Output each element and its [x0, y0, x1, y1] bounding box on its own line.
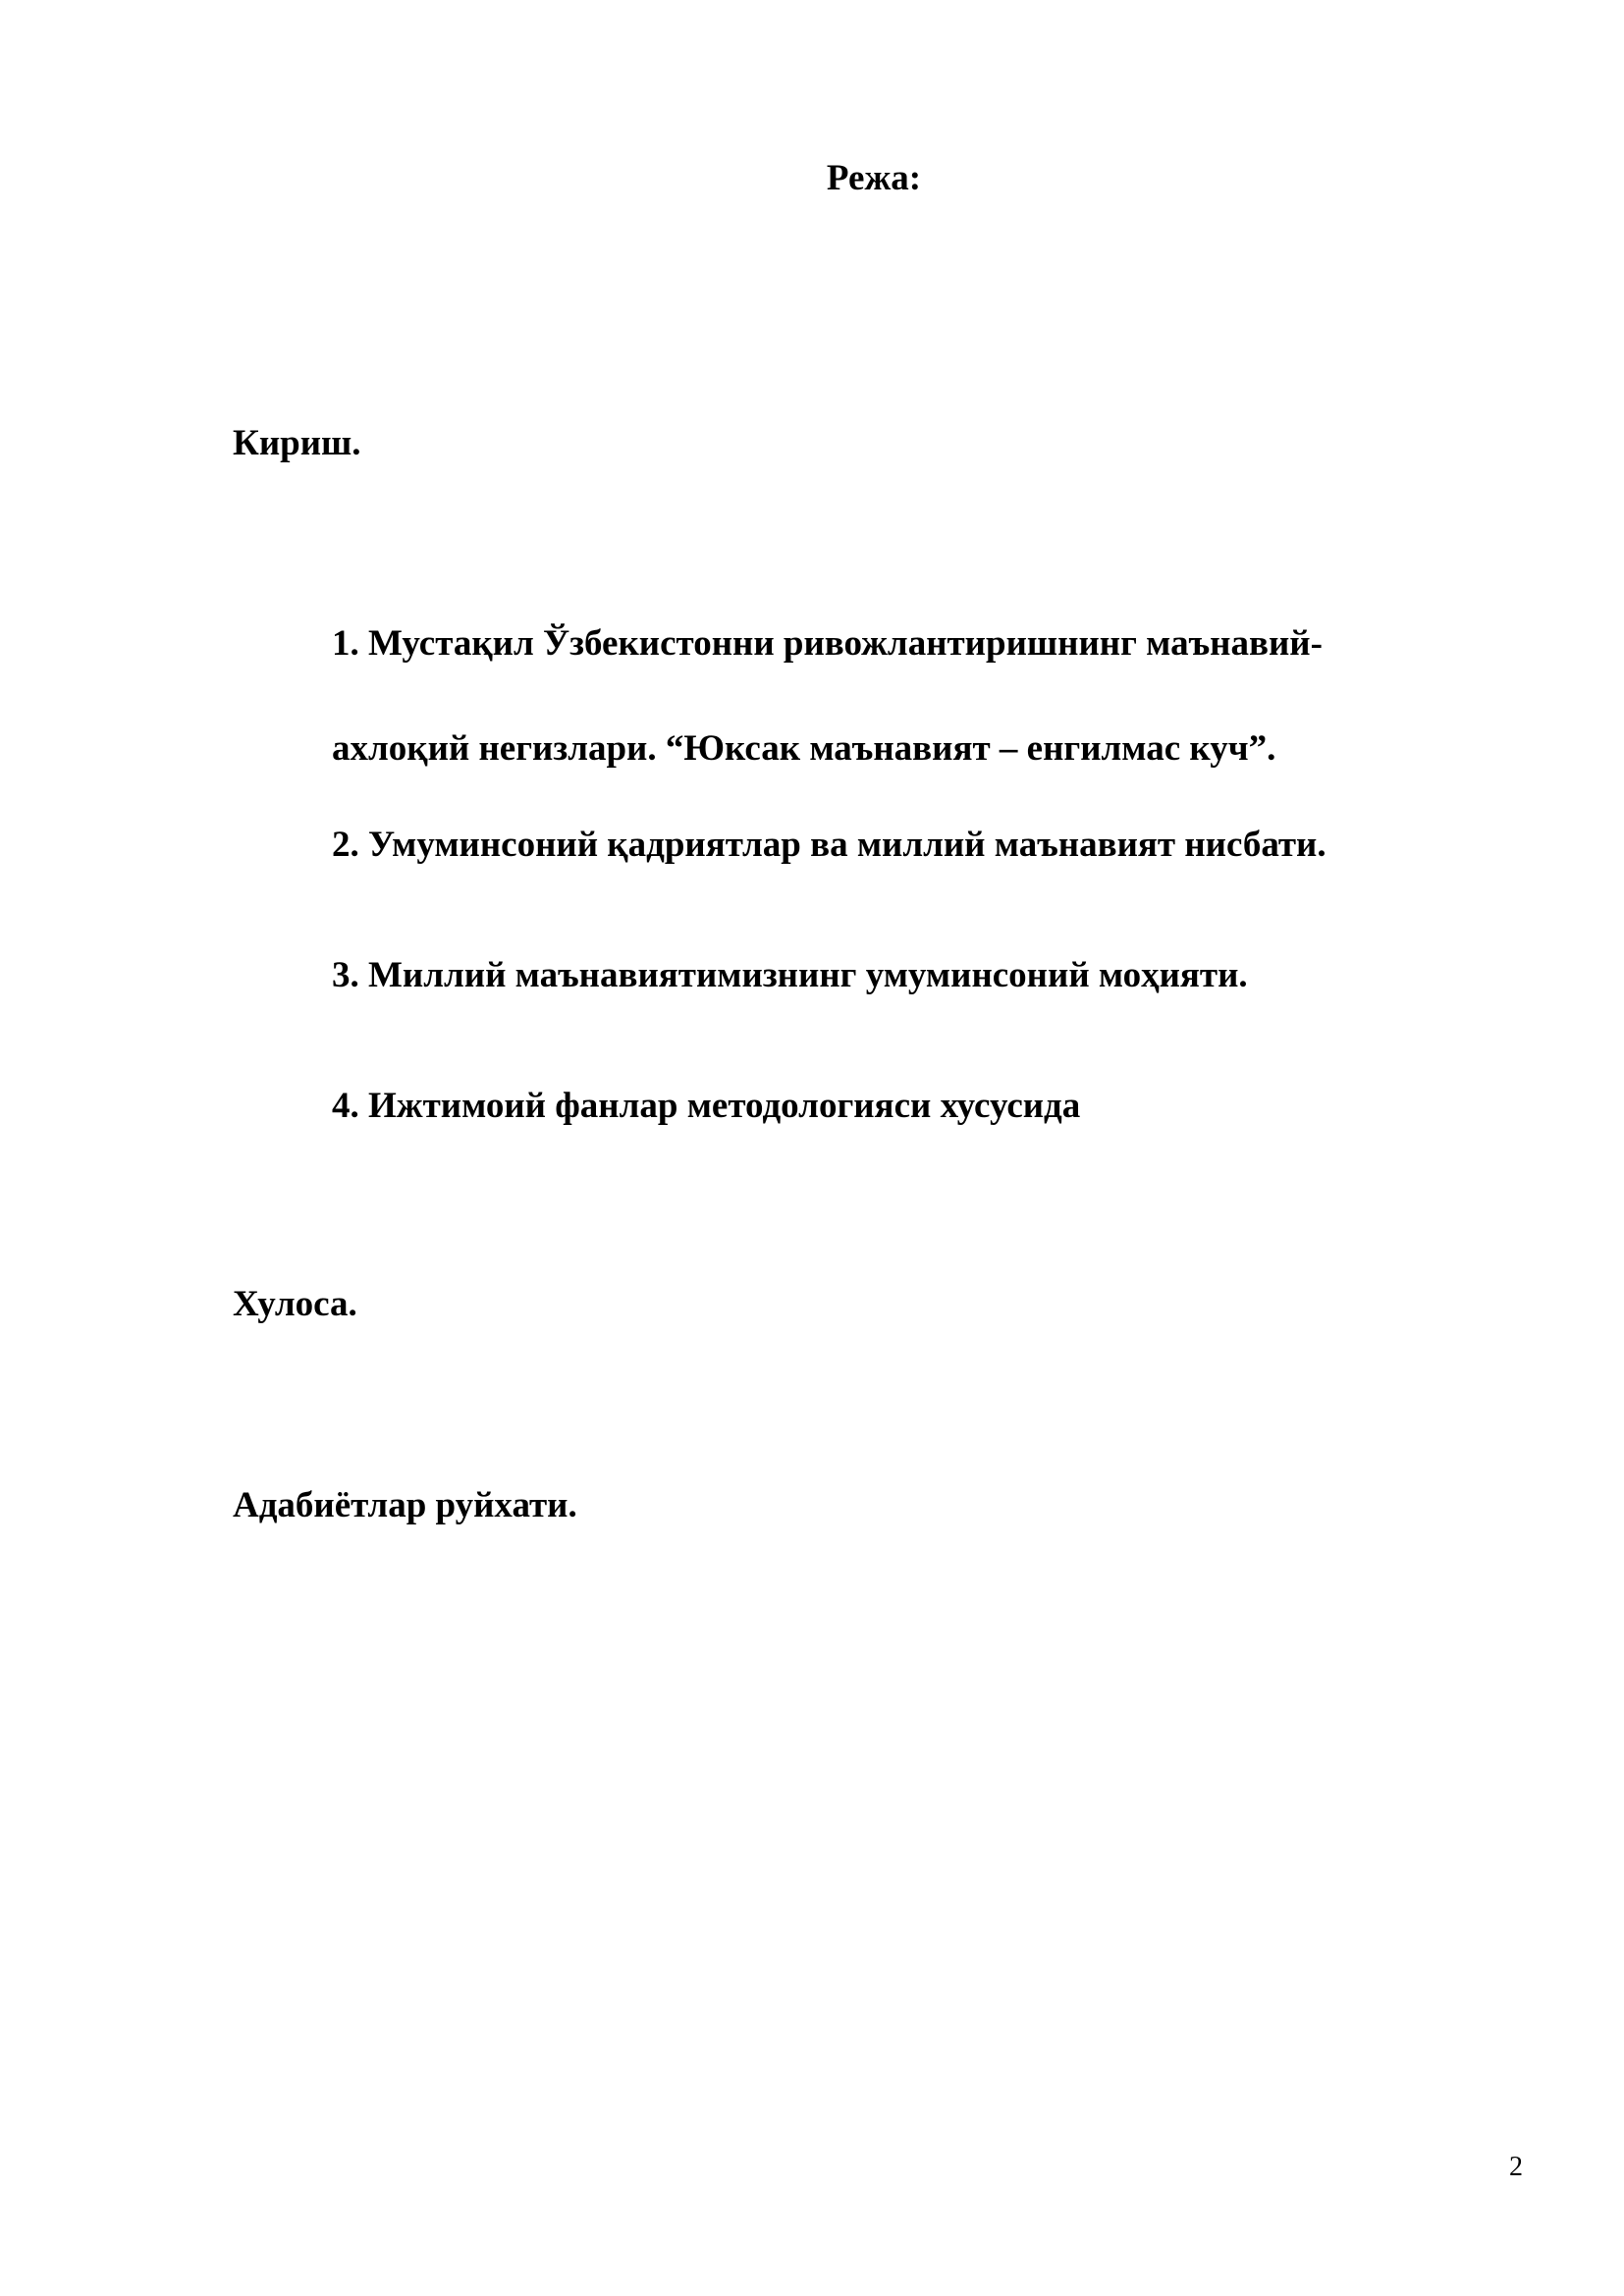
page-number: 2 — [1509, 2152, 1523, 2182]
plan-title: Режа: — [826, 158, 922, 198]
plan-item-1-line-1: 1. Мустақил Ўзбекистонни ривожлантиришнинг маънавий- — [332, 623, 1323, 664]
conclusion-heading: Хулоса. — [233, 1284, 357, 1324]
plan-item-1-line-2: ахлоқий негизлари. “Юксак маънавият – енгилмас куч”. — [332, 728, 1276, 769]
introduction-heading: Кириш. — [233, 423, 361, 463]
plan-item-3: 3. Миллий маънавиятимизнинг умуминсоний моҳияти. — [332, 955, 1248, 995]
plan-item-4: 4. Ижтимоий фанлар методологияси хусусида — [332, 1086, 1081, 1126]
plan-item-2: 2. Умуминсоний қадриятлар ва миллий маънавият нисбати. — [332, 825, 1326, 865]
references-heading: Адабиётлар руйхати. — [233, 1485, 577, 1525]
plan-item-1 — [332, 620, 1412, 773]
